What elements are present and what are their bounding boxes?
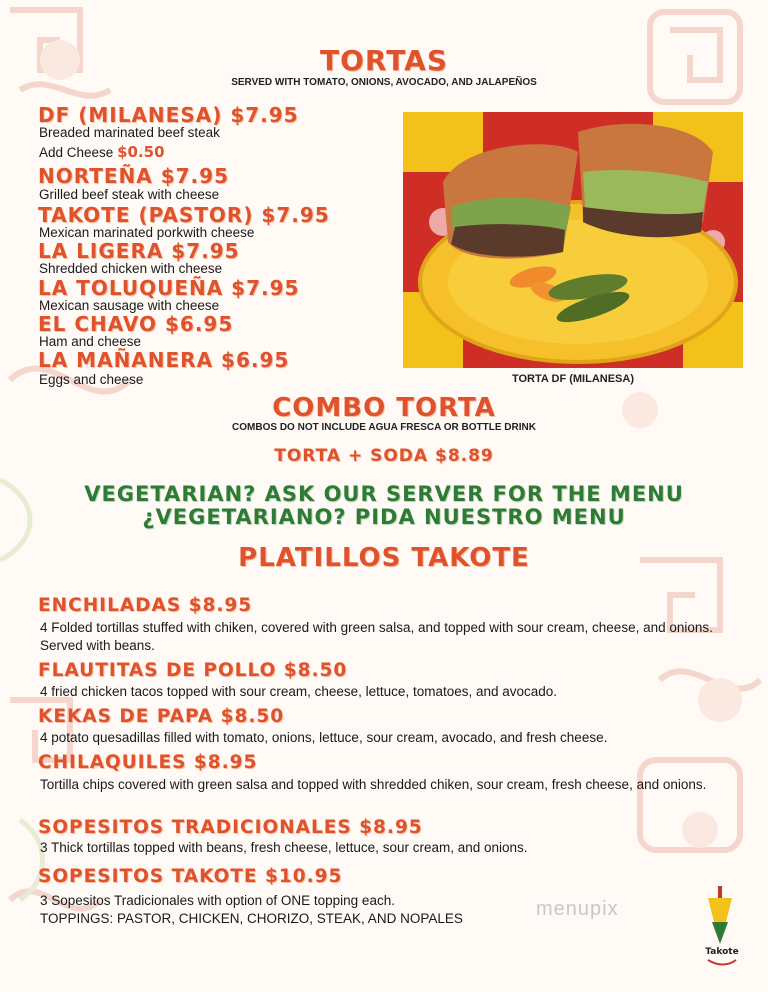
dish-name: FLAUTITAS DE POLLO $8.50 <box>38 660 348 681</box>
watermark: menupix <box>536 898 619 920</box>
dish-desc: 4 potato quesadillas filled with tomato, onions, lettuce, sour cream, avocado, and fresh cheese. <box>40 730 608 745</box>
torta-item-desc: Shredded chicken with cheese <box>39 261 223 276</box>
torta-item-desc: Mexican marinated porkwith cheese <box>39 225 255 240</box>
torta-item-name: LA TOLUQUEÑA $7.95 <box>38 276 300 300</box>
torta-photo <box>403 112 743 368</box>
torta-item-name: LA LIGERA $7.95 <box>38 239 240 263</box>
dish-name: SOPESITOS TAKOTE $10.95 <box>38 866 343 887</box>
add-cheese-price: $0.50 <box>117 143 165 161</box>
add-cheese-line <box>39 143 165 161</box>
dish-name: SOPESITOS TRADICIONALES $8.95 <box>38 817 423 838</box>
torta-item-name: EL CHAVO $6.95 <box>38 312 234 336</box>
tortas-note: SERVED WITH TOMATO, ONIONS, AVOCADO, AND JALAPEÑOS <box>231 77 537 88</box>
dish-name: KEKAS DE PAPA $8.50 <box>38 706 285 727</box>
photo-caption: TORTA DF (MILANESA) <box>511 373 634 385</box>
torta-item-desc: Breaded marinated beef steak <box>39 125 220 140</box>
torta-item-name: LA MAÑANERA $6.95 <box>38 348 290 372</box>
combo-note: COMBOS DO NOT INCLUDE AGUA FRESCA OR BOTTLE DRINK <box>232 422 536 433</box>
dish-toppings: TOPPINGS: PASTOR, CHICKEN, CHORIZO, STEAK, AND NOPALES <box>40 911 463 926</box>
torta-item-name: NORTEÑA $7.95 <box>38 164 229 188</box>
add-cheese-label: Add Cheese <box>39 145 114 160</box>
dish-name: CHILAQUILES $8.95 <box>38 752 258 773</box>
dish-desc: 3 Sopesitos Tradicionales with option of ONE topping each. <box>40 893 395 908</box>
vegetarian-line-english: VEGETARIAN? ASK OUR SERVER FOR THE MENU <box>84 482 684 506</box>
dish-desc: 4 Folded tortillas stuffed with chiken, covered with green salsa, and topped with sour cream, cheese, and onions. Served with beans. <box>40 620 713 653</box>
torta-item-name: TAKOTE (PASTOR) $7.95 <box>38 203 330 227</box>
vegetarian-line-spanish: ¿VEGETARIANO? PIDA NUESTRO MENU <box>142 505 626 529</box>
dish-name: ENCHILADAS $8.95 <box>38 595 253 616</box>
torta-item-desc: Mexican sausage with cheese <box>39 298 220 313</box>
torta-item-desc: Ham and cheese <box>39 334 142 349</box>
dish-desc: 4 fried chicken tacos topped with sour cream, cheese, lettuce, tomatoes, and avocado. <box>40 684 558 699</box>
dish-desc: Tortilla chips covered with green salsa and topped with shredded chiken, sour cream, fresh cheese, and onions. <box>40 777 707 792</box>
combo-item: TORTA + SODA $8.89 <box>274 446 494 466</box>
dish-desc: 3 Thick tortillas topped with beans, fresh cheese, lettuce, sour cream, and onions. <box>40 840 528 855</box>
torta-item-desc: Eggs and cheese <box>39 372 144 387</box>
tortas-title: TORTAS <box>320 44 448 77</box>
takote-logo <box>698 884 746 968</box>
torta-item-desc: Grilled beef steak with cheese <box>39 187 220 202</box>
torta-item-name: DF (MILANESA) $7.95 <box>38 103 299 127</box>
combo-title: COMBO TORTA <box>272 393 496 423</box>
platillos-title: PLATILLOS TAKOTE <box>238 543 530 573</box>
svg-text:Takote: Takote <box>705 947 739 957</box>
